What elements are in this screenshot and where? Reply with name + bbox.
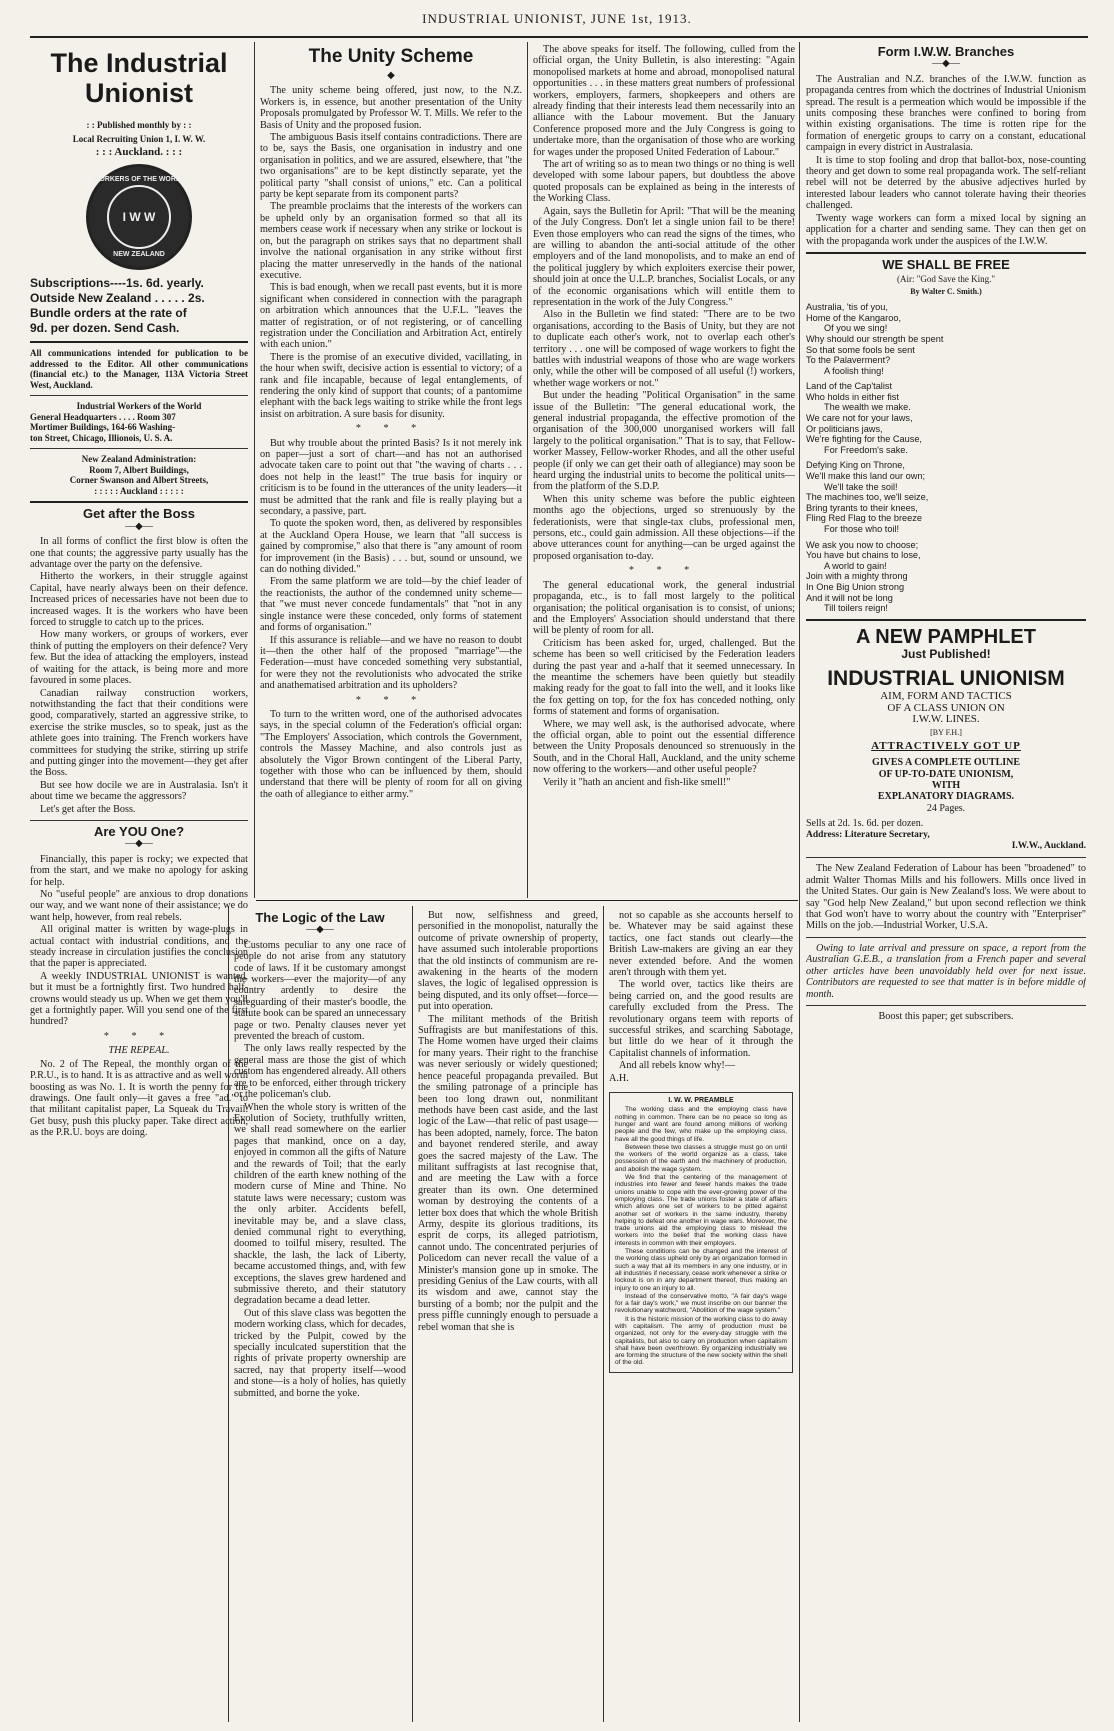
logic-column-b	[418, 910, 598, 1722]
logic-paragraph: Out of this slave class was begotten the modern working class, which for decades, tricked by the Pulpit, cowed by the specially inculcated superstition that the rights of private property ownership are sacred, nay that property itself—wood and stone—is a holy of holies, has quietly submitted, and borne the yoke.	[234, 1307, 406, 1399]
logic-column-a: The Logic of the Law —◆— Customs peculiar to any one race of people do not arise from any statutory code of laws. If it be customary amongst the workers—ever the majority—of any country ardently to desire the safeguarding of their master's boodle, the statute book can be spared an unnecessary page or two. Penalty clauses never yet prevented the breach of custom. The only laws really respected by the general mass are those the gist of which custom has engendered already. All others are to be enforced, either through trickery or the policeman's club. When the whole story is written of the Evolution of Society, truthfully written, we shall read somewhere on the earlier pages that mankind, once on a day, enjoyed in common all the gifts of Nature and the rewards of Toil; that the early children of the earth knew nothing of the modern curse of Mine and Thine. No statute laws were necessary; custom was the only arbiter. Accidents befell, inevitable may be, and a slave class, denied communal right to everything, doomed to toilful misery, resulted. The shackle, the lash, the lack of Liberty, became accustomed things, and, with few exceptions, the slaves grew hardened and submissive thereto, and their statutory degradation became a dead letter. Out of this slave class was begotten the modern working class, which for decades, tricked by the Pulpit, cowed by the specially inculcated superstition that the rights of private property ownership are sacred, nay that property itself—wood and stone—is a holy of holies, has quietly submitted, and borne the yoke.	[234, 910, 406, 1399]
unity-paragraph: To turn to the written word, one of the authorised advocates says, in the special column of the Federation's official organ: "The Employers' Association, which controls the Government, controls the Massey Machine, and also controls just as absolutely the Vigor Brown contingent of the Liberal Party, together with those who can be influenced by them, should understand that there will be plenty of room for all on giving the oath of allegiance to either army."	[260, 708, 522, 800]
poem-air: (Air: "God Save the King."	[896, 274, 996, 285]
pamphlet-address: Address: Literature Secretary,	[806, 829, 930, 840]
section-stars: * * *	[103, 1030, 175, 1042]
unity-cont-paragraph: When this unity scheme was before the public eighteen months ago the objections, urged so strenuously by the federationists, were that single-tax clubs, professional men, persons, etc., could gain admission. All these objections—if the above utterances count for anything—can be urged against the proposed organisation to-day.	[533, 493, 795, 562]
subscription-line: 9d. per dozen. Send Cash.	[30, 321, 180, 336]
unity-paragraph: This is bad enough, when we recall past events, but it is more significant when considered in connection with the paragraph on arbitration which announces that the U.F.L. "leaves the matter of registration, or of not registering, or of cancelling registration under the Conciliation and Arbitration Act, entirely with each union."	[260, 282, 522, 351]
pamphlet-heading: A NEW PAMPHLET	[856, 625, 1036, 648]
poem-line: In One Big Union strong	[806, 581, 905, 592]
pamphlet-line: WITH	[931, 780, 961, 791]
poem-line: We'll take the soil!	[824, 481, 898, 492]
poem-line: Or politicians jaws,	[806, 423, 883, 434]
preamble-paragraph: It is the historic mission of the working class to do away with capitalism. The army of production must be organized, not only for the every-day struggle with the capitalists, but also to carry on production when capitalism shall have been overthrown. By organizing industrially we are forming the structure of the new society within the shell of the old.	[615, 1315, 787, 1367]
youone-paragraph: All original matter is written by wage-plugs in actual contact with industrial conditions, and the steady increase in circulation justifies the conclusion that the paper is appreciated.	[30, 924, 248, 970]
unity-cont-paragraph: Criticism has been asked for, urged, challenged. But the scheme has been so well criticised by the Federation leaders during the past year and a-half that it seemed unnecessary. In the meantime the schemers have been quietly but steadily making ready for the goat to fall into the well, and it looks like the fox getting on top, for the fox has conceded nothing, only forms of statement and forms of organisation.	[533, 637, 795, 718]
unity-headline: The Unity Scheme	[308, 46, 474, 67]
column-divider	[603, 906, 604, 1722]
pamphlet-line: EXPLANATORY DIAGRAMS.	[877, 791, 1015, 803]
unity-paragraph: To quote the spoken word, then, as delivered by responsibles at the Auckland Opera House, we learn that "all success is gained by compromise," also that there is "any amount of room for improvement (in the Basis) . . . but, sound or unsound, we can do nothing divided."	[260, 518, 522, 576]
late-arrival-note: Owing to late arrival and pressure on space, a report from the Australian G.E.B., a translation from a French paper and several other articles have been unavoidably held over for next issue. Contributors are requested to see that matter is in before middle of month.	[806, 942, 1086, 1000]
boss-paragraph: In all forms of conflict the first blow is often the one that counts; the aggressive party usually has the advantage over the party on the defensive.	[30, 536, 248, 571]
poem-line: A world to gain!	[824, 560, 887, 571]
logic-paragraph: Customs peculiar to any one race of people do not arise from any statutory code of laws. If it be customary amongst the workers—ever the majority—of any country ardently to desire the safeguarding of their master's boodle, the statute book can be spared an unnecessary page or two. Penalty clauses never yet prevented the breach of custom.	[234, 939, 406, 1043]
nz-admin-line: New Zealand Administration:	[81, 454, 197, 465]
logic-paragraph: When the whole story is written of the Evolution of Society, truthfully written, we shall read somewhere on the earlier pages that mankind, once on a day, enjoyed in common all the gifts of Nature and the rewards of Toil; that the early children of the earth knew nothing of the modern curse of Mine and Thine. No statute laws were necessary; custom was the only arbiter. Accidents befell, inevitable may be, and a slave class, denied communal right to everything, doomed to toilful misery, resulted. The shackle, the lash, the lack of Liberty, became accustomed things, and, with few exceptions, the slaves grew hardened and submissive thereto, and their statutory degradation became a dead letter.	[234, 1101, 406, 1307]
logic-paragraph: But now, selfishness and greed, personified in the monopolist, naturally the outcome of private ownership of property, have assumed such intolerable proportions that the old instincts of communism are re-awakening in the hearts of the modern slaves, the logic of legalised oppression is being disputed, and its only offset—force—put into operation.	[418, 910, 598, 1013]
logic-headline: The Logic of the Law	[255, 910, 385, 925]
pamphlet-title: INDUSTRIAL UNIONISM	[827, 667, 1065, 691]
hq-line: Industrial Workers of the World	[76, 401, 202, 412]
logic-paragraph: The world over, tactics like theirs are being carried on, and the good results are carefully excluded from the Press. The revolutionary organs teem with reports of successful strikes, and scarching Sabotage, but little do we hear of it through the Capitalist channels of information.	[609, 979, 793, 1059]
section-stars: * * *	[355, 694, 427, 706]
boss-paragraph: Hitherto the workers, in their struggle against Capital, have nearly always been on their defence. Increased prices of necessaries have not been due to increased wages. It is the workers who have been forced to struggle to catch up to the prices.	[30, 571, 248, 629]
seal-mid-text: I W W	[122, 209, 156, 224]
running-title: INDUSTRIAL UNIONIST, JUNE 1st, 1913.	[422, 11, 692, 26]
poem-line: Defying King on Throne,	[806, 460, 905, 471]
poem-line: Why should our strength be spent	[806, 333, 944, 344]
masthead-published: : : Published monthly by : :	[86, 120, 192, 130]
pamphlet-price: Sells at 2d. 1s. 6d. per dozen.	[806, 818, 924, 830]
boss-paragraph: But see how docile we are in Australasia. Isn't it about time we became the aggressors?	[30, 779, 248, 803]
pamphlet-attractive: ATTRACTIVELY GOT UP	[871, 739, 1021, 752]
youone-paragraph: A weekly INDUSTRIAL UNIONIST is wanted, but it must be a fortnightly first. Two hundred half-crowns would steady us up. When we get them you'll get a fortnightly paper. Will you send one of the first hundred?	[30, 970, 248, 1028]
poem-line: For those who toil!	[824, 524, 900, 534]
unity-cont-paragraph: The art of writing so as to mean two things or no thing is well developed with some labour papers, but doubtless the above quoted proposals can be explained as being in the interests of the Working Class.	[533, 159, 795, 205]
iww-preamble-box	[609, 1092, 793, 1373]
youone-headline: Are YOU One?	[93, 823, 185, 839]
section-stars: * * *	[628, 565, 700, 577]
seal-bottom-text: NEW ZEALAND	[113, 251, 165, 259]
poem-line: We're fighting for the Cause,	[806, 434, 922, 445]
pamphlet-byline: [BY F.H.]	[930, 728, 962, 738]
logic-signature: A.H.	[609, 1072, 629, 1084]
nz-admin-line: Room 7, Albert Buildings,	[89, 464, 189, 475]
poem-line: For Freedom's sake.	[824, 444, 908, 455]
poem-line: We care not for your laws,	[806, 413, 913, 424]
poem-line: And it will not be long	[806, 592, 893, 603]
hq-line: Mortimer Buildings, 164-66 Washing-	[30, 422, 176, 433]
preamble-paragraph: Between these two classes a struggle must go on until the workers of the world organize as a class, take possession of the earth and the machinery of production, and abolish the wage system.	[615, 1143, 787, 1173]
poem-line: A foolish thing!	[824, 365, 884, 376]
pamphlet-address: I.W.W., Auckland.	[1011, 841, 1086, 852]
boss-paragraph: Let's get after the Boss.	[40, 803, 136, 815]
logic-paragraph: not so capable as she accounts herself to be. Whatever may be said against these tactics, one fact stands out clearly—the British Law-makers are giving an ear they never extended before. And the women aren't through with them yet.	[609, 910, 793, 979]
repeal-subheading: THE REPEAL.	[108, 1045, 170, 1057]
poem-line: Till toilers reign!	[824, 603, 888, 614]
logic-paragraph: The only laws really respected by the general mass are those the gist of which custom has engendered already. All others are to be enforced, either through trickery or the policeman's club.	[234, 1043, 406, 1101]
youone-paragraph: No "useful people" are anxious to drop donations our way, and we want none of their assistance; we do want help, however, from real rebels.	[30, 889, 248, 923]
branches-headline: Form I.W.W. Branches	[877, 44, 1015, 59]
unity-cont-paragraph: Verily it "hath an ancient and fish-like smell!"	[543, 776, 731, 788]
poem-title: WE SHALL BE FREE	[882, 256, 1010, 272]
unity-paragraph: The unity scheme being offered, just now, to the N.Z. Workers is, in essence, but another presentation of the Unity Proposals promulgated by Professor W. T. Mills. We refer to the Basis of Unity and the proposed fusion.	[260, 85, 522, 131]
unity-column: The Unity Scheme ◆ The unity scheme being offered, just now, to the N.Z. Workers is, in essence, but another presentation of the Unity Proposals promulgated by Professor W. T. Mills. We refer to the Basis of Unity and the proposed fusion. The ambiguous Basis itself contains contradictions. There are to be, says the Basis, one organisation in industry and one organisation in politics, and we are assured, elsewhere, that "the two organisations" are to be kept distinctly separate, yet the political party "shall consist of unions," etc. Can a political party be kept separate from its component parts? The preamble proclaims that the interests of the workers can be upheld only by an organisation formed so that all its members cease work if necessary when any strike or lockout is on, but the paragraph on strikes says that no department shall involve the national organisation in any strike without first placing the matter unreservedly in the hands of the national executive. This is bad enough, when we recall past events, but it is more significant when considered in connection with the paragraph on arbitration which announces that the U.F.L. "leaves the matter of registration, or of not registering, or of cancelling registration under the Conciliation and Arbitration Act, entirely with each union." There is the promise of an executive divided, vacillating, in the hour when swift, decisive action is essential to victory; of a rank and file incapable, because of legal entanglements, of rendering the only kind of support that counts; of a pantomime elephant with the back legs waiting to strike while the front legs insist on arbitration. A sure basis for disunity. * * * But why trouble about the printed Basis? Is it not merely ink on paper—just a sort of chart—and has not an authorised advocate taken care to point out that "the waving of charts . . . does not help in the least!" The true basis for inquiry or criticism is to be found in the utterances of the unity leaders—it must be admitted that the rank and file is really playing but a secondary, a passive, part. To quote the spoken word, then, as delivered by responsibles at the Auckland Opera House, we learn that "all success is gained by compromise," also that there is "any amount of room for improvement (in the Basis) . . . but, sound or unsound, we can do nothing divided." From the same platform we are told—by the chief leader of the reactionists, the author of the condemned unity scheme—that "we must never concede fundamentals" that "not in any single instance were these conceded, only forms of statement and forms of organisation." If this assurance is reliable—and we have no reason to doubt it—then the other half of the proposed "marriage"—the Federation—must have conceded something very substantial, for were they not the revolutionists who advocated the strike and anathematised arbitration and its upholders? * * * To turn to the written word, one of the authorised advocates says, in the special column of the Federation's official organ: "The Employers' Association, which controls the Government, controls the Massey Machine, and also controls just as absolutely the Vigor Brown contingent of the Liberal Party, together with those who can be influenced by them, should understand that there will be plenty of room for all on giving the oath of allegiance to either army."	[260, 46, 522, 800]
preamble-title: I. W. W. PREAMBLE	[668, 1097, 734, 1105]
iww-seal-icon	[86, 164, 192, 270]
poem-line: Australia, 'tis of you,	[806, 302, 888, 313]
poem-lines	[806, 302, 1086, 614]
subscription-line: Outside New Zealand . . . . . 2s.	[30, 291, 205, 306]
poem-line: Who holds in either fist	[806, 391, 899, 402]
subscription-line: Subscriptions----1s. 6d. yearly.	[30, 276, 204, 291]
poem-line: Of you we sing!	[824, 323, 888, 334]
header-rule	[30, 36, 1088, 38]
pamphlet-line: I.W.W. LINES.	[912, 712, 980, 725]
masthead-title: The Industrial Unionist	[50, 48, 228, 108]
column-divider	[527, 42, 528, 898]
poem-line: Bring tyrants to their knees,	[806, 502, 918, 513]
column-divider	[412, 906, 413, 1722]
masthead-place: : : : Auckland. : : :	[95, 146, 183, 158]
masthead-union: Local Recruiting Union 1, I. W. W.	[72, 133, 206, 144]
unity-paragraph: From the same platform we are told—by the chief leader of the reactionists, the author of the condemned unity scheme—that "we must never concede fundamentals" that "not in any single instance were these conceded, only forms of statement and forms of organisation."	[260, 576, 522, 634]
poem-line: We ask you now to choose;	[806, 539, 919, 550]
unity-cont-paragraph: The general educational work, the general industrial propaganda, etc., is to fall most largely to the political organisation; the political organisation is to consist, of unions; and the Employers' Association should understand that there will be plenty of room for all.	[533, 579, 795, 637]
boss-headline: Get after the Boss	[83, 506, 195, 522]
masthead-column: The Industrial Unionist : : Published monthly by : : Local Recruiting Union 1, I. W. W. : : : Auckland. : : : WORKERS OF THE WORLD I W W NEW ZEALAND Subscriptions----1s. 6d. yearly. Outside New Zealand . . . . . 2s. Bundle orders at the rate of 9d. per dozen. Send Cash. All communications intended for publication to be addressed to the Editor. All other communications (financial etc.) to the Manager, 113A Victoria Street West, Auckland. Industrial Workers of the World General Headquarters . . . . Room 307 Mortimer Buildings, 164-66 Washing- ton Street, Chicago, Illionois, U. S. A. New Zealand Administration: Room 7, Albert Buildings, Corner Swanson and Albert Streets, : : : : : Auckland : : : : : Get after the Boss —◆— In all forms of conflict the first blow is often the one that counts; the aggressive party usually has the advantage over the party on the defensive. Hitherto the workers, in their struggle against Capital, have nearly always been on their defence. Increased prices of necessaries have not been due to increased wages. It is the workers who have been forced to struggle to catch up to the prices. How many workers, or groups of workers, ever think of putting the employers on their defence? Very few. But the idea of attacking the employers, instead of waiting for the attack, is being more and more favoured in some places. Canadian railway construction workers, notwithstanding the fact that their conditions were good, comparatively, started an aggressive strike, to exercise the strike muscles, so to speak, just as the athlete goes into training. The French workers have committees for studying the strike, stirring up strife and putting ginger into the movement—they get after the Boss. But see how docile we are in Australasia. Isn't it about time we became the aggressors? Let's get after the Boss. Are YOU One? —◆— Financially, this paper is rocky; we expected that from the start, and we make no apology for asking for help. No "useful people" are anxious to drop donations our way, and we want none of their assistance; we do want help, however, from real rebels. All original matter is written by wage-plugs in actual contact with industrial conditions, and the steady increase in circulation justifies the conclusion that the paper is appreciated. A weekly INDUSTRIAL UNIONIST is wanted, but it must be a fortnightly first. Two hundred half-crowns would steady us up. When we get them you'll get a fortnightly paper. Will you send one of the first hundred? * * * THE REPEAL. No. 2 of The Repeal, the monthly organ of the P.R.U., is to hand. It is as attractive and as well worth boosting as was No. 1. It is worth the penny for the drawings. One fault only—it gaves a free "ad." to that militant capitalist paper, La Squeak du Travail. Get busy, push this plucky paper. Take direct action, as the P.R.U. boys are doing.	[30, 48, 248, 1139]
column-divider	[799, 42, 800, 1722]
hq-line: ton Street, Chicago, Illionois, U. S. A.	[30, 432, 173, 443]
seal-top-text: WORKERS OF THE WORLD	[92, 176, 186, 183]
youone-paragraph: Financially, this paper is rocky; we expected that from the start, and we make no apology for asking for help.	[30, 853, 248, 888]
unity-paragraph: But why trouble about the printed Basis? Is it not merely ink on paper—just a sort of chart—and has not an authorised advocate taken care to point out that "the waving of charts . . . does not help in the least!" The true basis for inquiry or criticism is to be found in the utterances of the unity leaders—it must be admitted that the rank and file is really playing but a secondary, a passive, part.	[260, 437, 522, 518]
pamphlet-pages: 24 Pages.	[926, 802, 966, 814]
unity-cont-paragraph: The above speaks for itself. The following, culled from the official organ, the Unity Bulletin, is also interesting: "Again monopolised markets at home and abroad, monopolised natural opportunities . . . in these matters great numbers of professional workers, employers, farmers, shopkeepers and others are already finding that their interests lead them necessarily into an alliance with the Labour movement. But the January Conference proposed more and the July Congress is going to undertake more, than the organisation of those who are working for wages under the proposed United Federation of Labour."	[533, 44, 795, 158]
boost-line: Boost this paper; get subscribers.	[878, 1010, 1014, 1022]
branches-paragraph: The Australian and N.Z. branches of the I.W.W. function as propaganda centres from which the doctrines of Industrial Unionism spread. The result is a permeation which would be impossible if the units composing these branches were confined to boring from within existing organisations. The time is rotten ripe for the formation of energetic groups to carry on a constant, educational campaign in every district in Australasia.	[806, 73, 1086, 154]
column-divider	[254, 42, 255, 898]
preamble-paragraph: These conditions can be changed and the interest of the working class upheld only by an organization formed in such a way that all its members in any one industry, or in all industries if necessary, cease work whenever a strike or lockout is on in any department thereof, thus making an injury to one an injury to all.	[615, 1248, 787, 1292]
poem-author: By Walter C. Smith.)	[910, 286, 982, 296]
poem-line: So that some fools be sent	[806, 344, 915, 355]
pamphlet-line: OF A CLASS UNION ON	[887, 701, 1005, 714]
unity-paragraph: There is the promise of an executive divided, vacillating, in the hour when swift, decisive action is essential to victory; of a rank and file incapable, because of legal entanglements, of rendering the only kind of support that counts; of a pantomime elephant with the back legs waiting to strike while the front legs insist on arbitration. A sure basis for disunity.	[260, 351, 522, 420]
poem-line: Land of the Cap'talist	[806, 381, 893, 392]
poem-line: You have but chains to lose,	[806, 550, 921, 561]
section-rule	[256, 900, 798, 901]
repeal-paragraph: No. 2 of The Repeal, the monthly organ of the P.R.U., is to hand. It is as attractive and as well worth boosting as was No. 1. It is worth the penny for the drawings. One fault only—it gaves a free "ad." to that militant capitalist paper, La Squeak du Travail. Get busy, push this plucky paper. Take direct action, as the P.R.U. boys are doing.	[30, 1058, 248, 1139]
unity-cont-paragraph: Where, we may well ask, is the authorised advocate, where the official organ, able to point out the essential difference between the Unity Proposals denounced so strenuously in the South, and in the Choral Hall, Auckland, and the unity scheme now offering to the workers—and other useful people?	[533, 718, 795, 776]
right-column: Form I.W.W. Branches —◆— The Australian and N.Z. branches of the I.W.W. function as propaganda centres from which the doctrines of Industrial Unionism spread. The result is a permeation which would be impossible if the units composing these branches were confined to boring from within existing organisations. The time is rotten ripe for the formation of energetic groups to carry on a constant, educational campaign in every district in Australasia. It is time to stop fooling and drop that ballot-box, nose-counting theory and get down to some real propaganda work. The self-reliant rebel will not be deterred by the abusive adjectives hurled by interested labour leaders who cannot tolerate having their theories challenged. Twenty wage workers can form a mixed local by signing an application for a charter and sending same. They can then get on with the propaganda work under the auspices of the I.W.W. WE SHALL BE FREE (Air: "God Save the King." By Walter C. Smith.) Australia, 'tis of you, Home of the Kangaroo, Of you we sing! Why should our strength be spent So that some fools be sent To the Palaverment? A foolish thing! Land of the Cap'talist Who holds in either fist The wealth we make. We care not for your laws, Or politicians jaws, We're fighting for the Cause, For Freedom's sake. Defying King on Throne, We'll make this land our own; We'll take the soil! The machines too, we'll seize, Bring tyrants to their knees, Fling Red Flag to the breeze For those who toil! We ask you now to choose; You have but chains to lose, A world to gain! Join with a mighty throng In One Big Union strong And it will not be long Till toilers reign! A NEW PAMPHLET Just Published! INDUSTRIAL UNIONISM AIM, FORM AND TACTICS OF A CLASS UNION ON I.W.W. LINES. [BY F.H.] ATTRACTIVELY GOT UP GIVES A COMPLETE OUTLINE OF UP-TO-DATE UNIONISM, WITH EXPLANATORY DIAGRAMS. 24 Pages. Sells at 2d. 1s. 6d. per dozen. Address: Literature Secretary, I.W.W., Auckland. The New Zealand Federation of Labour has been "broadened" to admit Walter Thomas Mills and his followers. Mills once lived in the United States. Our gain is New Zealand's loss. We were about to say "God help New Zealand," but upon second reflection we think that God won't have to worry about the country with "Enterpriser" Mills on the job.—Industrial Worker, U.S.A. Owing to late arrival and pressure on space, a report from the Australian G.E.B., a translation from a French paper and several other articles have been unavoidably held over for next issue. Contributors are requested to see that matter is in before middle of month. Boost this paper; get subscribers.	[806, 44, 1086, 1022]
branches-paragraph: It is time to stop fooling and drop that ballot-box, nose-counting theory and get down to some real propaganda work. The self-reliant rebel will not be deterred by the abusive adjectives hurled by interested labour leaders who cannot tolerate having their theories challenged.	[806, 154, 1086, 212]
section-stars: * * *	[355, 423, 427, 435]
poem-line: To the Palaverment?	[806, 355, 891, 366]
unity-paragraph: If this assurance is reliable—and we have no reason to doubt it—then the other half of the proposed "marriage"—the Federation—must have conceded something very substantial, for were they not the revolutionists who advocated the strike and anathematised arbitration and its upholders?	[260, 634, 522, 692]
unity-continued-column	[533, 44, 795, 896]
unity-cont-paragraph: But under the heading "Political Organisation" in the same issue of the Bulletin: "The general educational work, the general industrial propaganda, the effective promotion of the organisation of the 300,000 unorganised workers will fall largely to the political organisation." That is to say, that Fellow-worker Massey, Fellow-worker Rhodes, and all the other useful people (if only we can get their oath of allegiance) may soon be heard urging the industrial units to become the political units—from the platform of the S.D.P.	[533, 390, 795, 493]
unity-paragraph: The ambiguous Basis itself contains contradictions. There are to be, says the Basis, one organisation in industry and one organisation in politics, and we are assured, elsewhere, that "the two organisations" are to be kept distinctly separate, yet the political party "shall consist of unions," etc. Can a political party be kept separate from its component parts?	[260, 132, 522, 201]
branches-paragraph: Twenty wage workers can form a mixed local by signing an application for a charter and sending same. They can then get on with the propaganda work under the auspices of the I.W.W.	[806, 212, 1086, 247]
pamphlet-line: GIVES A COMPLETE OUTLINE	[871, 757, 1021, 769]
unity-cont-paragraph: Also in the Bulletin we find stated: "There are to be two organisations, according to the Basis of Unity, but they are not to duplicate each other's work, not to overlap each other's territory . . . one will be composed of wage workers to fight the battles with industrial weapons of those who are wage workers only, while the other will be composed of all useful (!) workers, whether wage workers or not."	[533, 309, 795, 389]
hq-line: General Headquarters . . . . Room 307	[30, 411, 176, 422]
boss-paragraph: Canadian railway construction workers, notwithstanding the fact that their conditions were good, comparatively, started an aggressive strike, to exercise the strike muscles, so to speak, just as the athlete goes into training. The French workers have committees for studying the strike, stirring up strife and putting ginger into the movement—they get after the Boss.	[30, 687, 248, 779]
pamphlet-line: OF UP-TO-DATE UNIONISM,	[878, 768, 1014, 780]
nz-admin-line: Corner Swanson and Albert Streets,	[69, 475, 209, 486]
preamble-paragraph: We find that the centering of the management of industries into fewer and fewer hands makes the trade unions unable to cope with the ever-growing power of the employing class. The trade unions foster a state of affairs which allows one set of workers to be pitted against another set of workers in the same industry, thereby helping to defeat one another in wage wars. Moreover, the trade unions aid the employing class to mislead the workers into the belief that the working class have interests in common with their employers.	[615, 1174, 787, 1247]
poem-line: We'll make this land our own;	[806, 471, 926, 482]
poem-line: The machines too, we'll seize,	[806, 492, 929, 503]
unity-cont-paragraph: Again, says the Bulletin for April: "That will be the meaning of the July Congress. Don't let a single union fail to be there! Even those employers who can read the signs of the times, who are willing to abandon the anti-social attitude of the other employers and of the land monopolists, and to make an end of the political jugglery by which exploiters exercise their power, should join at once the U.L.P. branches, Socialist Locals, or any of the economic organisations which will entitle them to representation in the work of the July Congress."	[533, 205, 795, 308]
pamphlet-line: AIM, FORM AND TACTICS	[880, 690, 1012, 703]
nz-admin-line: : : : : : Auckland : : : : :	[94, 485, 184, 496]
preamble-paragraph: The working class and the employing class have nothing in common. There can be no peace so long as hunger and want are found among millions of working people and the few, who make up the employing class, have all the good things of life.	[615, 1106, 787, 1143]
logic-paragraph: And all rebels know why!—	[619, 1060, 736, 1072]
poem-line: The wealth we make.	[824, 402, 911, 413]
logic-paragraph: The militant methods of the British Suffragists are but manifestations of this. The Home women have urged their claims for many years. Their right to the franchise was never seriously or widely questioned; hence peaceful propaganda prevailed. But the smiling patronage of a principle has been too long drawn out, nonmilitant methods have been cast aside, and the last logic of the Law—that relic of past usage—has been adopted, namely, force. The baton and bayonet rendered sterile, and away goes the sacred majesty of the Law. The militant suffragists at last recognise that, and are meeting the Law with a force greater than its own. One determined woman by destroying the contents of a letter box does that which the whole British Army, despite its glorious traditions, its esprit de corps, its alleged patriotism, cannot undo. The concentrated perjuries of Policedom can never recall the value of a Minister's mansion gone up in smoke. The presiding Genius of the Law courts, with all its wisdom and awe, cannot stay the bursting of a bomb; nor the pulpit and the press piffle cunningly enough to persuade a rebel woman that she is	[418, 1013, 598, 1333]
logic-column-c	[609, 910, 793, 1722]
subscription-line: Bundle orders at the rate of	[30, 306, 187, 321]
federation-paragraph: The New Zealand Federation of Labour has been "broadened" to admit Walter Thomas Mills and his followers. Mills once lived in the United States. Our gain is New Zealand's loss. We were about to say "God help New Zealand," but upon second reflection we think that God won't have to worry about the country with "Enterpriser" Mills on the job.—Industrial Worker, U.S.A.	[806, 863, 1086, 932]
poem-line: Home of the Kangaroo,	[806, 312, 901, 323]
boss-paragraph: How many workers, or groups of workers, ever think of putting the employers on their defence? Very few. But the idea of attacking the employers, instead of waiting for the attack, is being more and more favoured in some places.	[30, 629, 248, 687]
pamphlet-subheading: Just Published!	[901, 646, 991, 661]
unity-paragraph: The preamble proclaims that the interests of the workers can be upheld only by an organisation formed so that all its members cease work if necessary when any strike or lockout is on, but the paragraph on strikes says that no department shall involve the national organisation in any strike without first placing the matter unreservedly in the hands of the national executive.	[260, 201, 522, 281]
poem-line: Fling Red Flag to the breeze	[806, 513, 922, 524]
poem-line: Join with a mighty throng	[806, 571, 908, 582]
communications-notice: All communications intended for publication to be addressed to the Editor. All other communications (financial etc.) to the Manager, 113A Victoria Street West, Auckland.	[30, 348, 248, 390]
preamble-paragraph: Instead of the conservative motto, "A fair day's wage for a fair day's work," we must inscribe on our banner the revolutionary watchword, "Abolition of the wage system."	[615, 1292, 787, 1315]
running-header	[0, 0, 1114, 34]
